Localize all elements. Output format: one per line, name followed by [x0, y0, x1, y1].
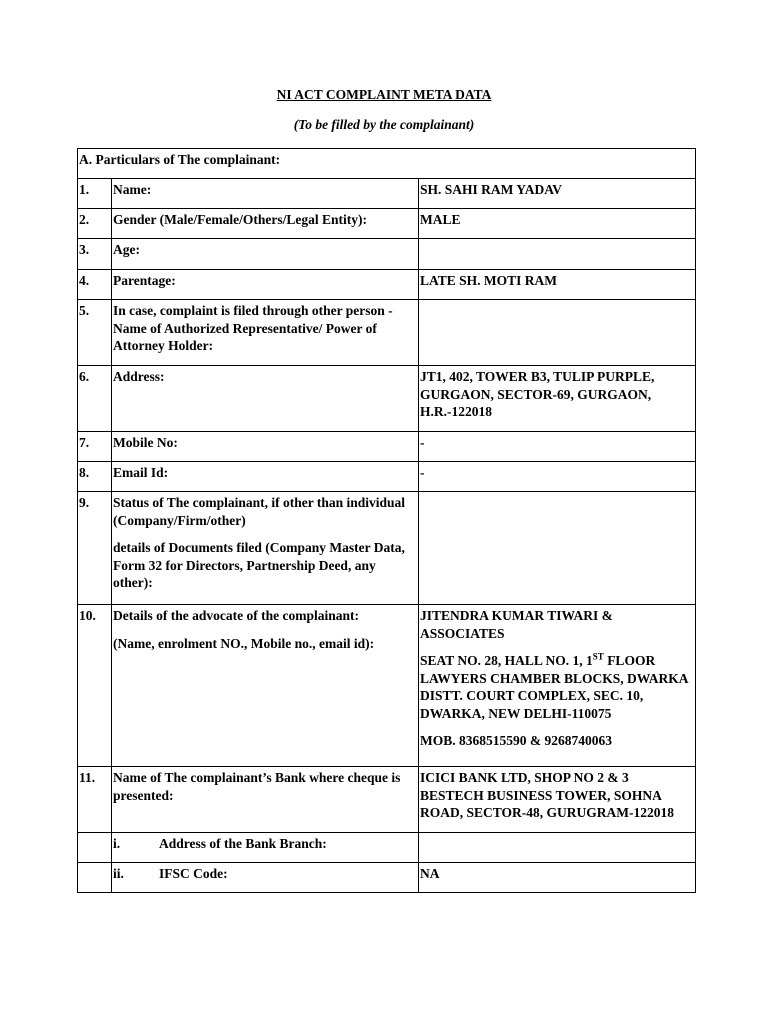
empty-cell	[78, 833, 112, 863]
table-row	[78, 300, 696, 366]
row-value	[419, 239, 696, 270]
row-value: JT1, 402, TOWER B3, TULIP PURPLE, GURGAON, SECTOR-69, GURGAON, H.R.-122018	[419, 366, 696, 432]
row-number: 5.	[78, 300, 112, 366]
sub-row-label-cell	[112, 863, 419, 893]
table-row	[78, 605, 696, 767]
row-number: 9.	[78, 492, 112, 605]
document-title: NI ACT COMPLAINT META DATA	[276, 87, 492, 102]
sub-row-label: IFSC Code:	[159, 866, 228, 881]
advocate-address-part: FLOOR LAWYERS CHAMBER BLOCKS, DWARKA DISTT. COURT COMPLEX, SEC. 10, DWARKA, NEW DELHI-110075	[420, 653, 688, 721]
row-value: SH. SAHI RAM YADAV	[419, 179, 696, 209]
sub-row-value: NA	[419, 863, 696, 893]
table-row	[78, 432, 696, 462]
row-value	[419, 300, 696, 366]
table-row	[78, 492, 696, 605]
row-label: Details of the advocate of the complainant:	[113, 608, 359, 623]
complaint-metadata-table	[77, 148, 696, 893]
advocate-address	[420, 652, 694, 722]
table-sub-row	[78, 863, 696, 893]
row-value: -	[419, 432, 696, 462]
sub-row-label-cell	[112, 833, 419, 863]
row-number: 3.	[78, 239, 112, 270]
row-value: -	[419, 462, 696, 492]
sub-row-value	[419, 833, 696, 863]
row-value: ICICI BANK LTD, SHOP NO 2 & 3 BESTECH BUSINESS TOWER, SOHNA ROAD, SECTOR-48, GURUGRAM-122018	[419, 767, 696, 833]
empty-cell	[78, 863, 112, 893]
row-label: Age:	[112, 239, 419, 270]
table-row	[78, 767, 696, 833]
advocate-address-part: SEAT NO. 28, HALL NO. 1, 1	[420, 653, 593, 668]
row-number: 7.	[78, 432, 112, 462]
row-label: Address:	[112, 366, 419, 432]
row-label: Name of The complainant’s Bank where cheque is presented:	[112, 767, 419, 833]
advocate-name: JITENDRA KUMAR TIWARI & ASSOCIATES	[420, 608, 613, 641]
document-subtitle: (To be filled by the complainant)	[293, 117, 475, 132]
row-value: LATE SH. MOTI RAM	[419, 270, 696, 300]
row-label-cell	[112, 605, 419, 767]
row-number: 10.	[78, 605, 112, 767]
table-row	[78, 179, 696, 209]
row-number: 8.	[78, 462, 112, 492]
advocate-mobile: MOB. 8368515590 & 9268740063	[420, 733, 612, 748]
row-number: 11.	[78, 767, 112, 833]
sub-row-number: ii.	[113, 866, 124, 881]
row-value	[419, 492, 696, 605]
table-row	[78, 270, 696, 300]
row-label-secondary: (Name, enrolment NO., Mobile no., email id):	[113, 635, 375, 651]
section-heading-row	[78, 149, 696, 179]
row-label: Gender (Male/Female/Others/Legal Entity):	[112, 209, 419, 239]
sub-row-label: Address of the Bank Branch:	[159, 836, 327, 851]
row-label: Name:	[112, 179, 419, 209]
table-row	[78, 462, 696, 492]
row-label-cell	[112, 492, 419, 605]
row-number: 1.	[78, 179, 112, 209]
table-sub-row	[78, 833, 696, 863]
row-value-cell	[419, 605, 696, 767]
row-label: Email Id:	[112, 462, 419, 492]
section-heading: A. Particulars of The complainant:	[78, 149, 696, 179]
row-number: 4.	[78, 270, 112, 300]
row-number: 2.	[78, 209, 112, 239]
row-label-secondary: details of Documents filed (Company Master Data, Form 32 for Directors, Partnership Deed, any other):	[113, 540, 405, 590]
row-label: Status of The complainant, if other than individual (Company/Firm/other)	[113, 495, 406, 528]
row-label: Mobile No:	[112, 432, 419, 462]
row-label: In case, complaint is filed through other person - Name of Authorized Representative/ Power of Attorney Holder:	[112, 300, 419, 366]
table-row	[78, 209, 696, 239]
row-label: Parentage:	[112, 270, 419, 300]
row-value: MALE	[419, 209, 696, 239]
row-number: 6.	[78, 366, 112, 432]
table-row	[78, 239, 696, 270]
advocate-address-superscript: ST	[592, 651, 604, 662]
table-row	[78, 366, 696, 432]
sub-row-number: i.	[113, 836, 121, 851]
